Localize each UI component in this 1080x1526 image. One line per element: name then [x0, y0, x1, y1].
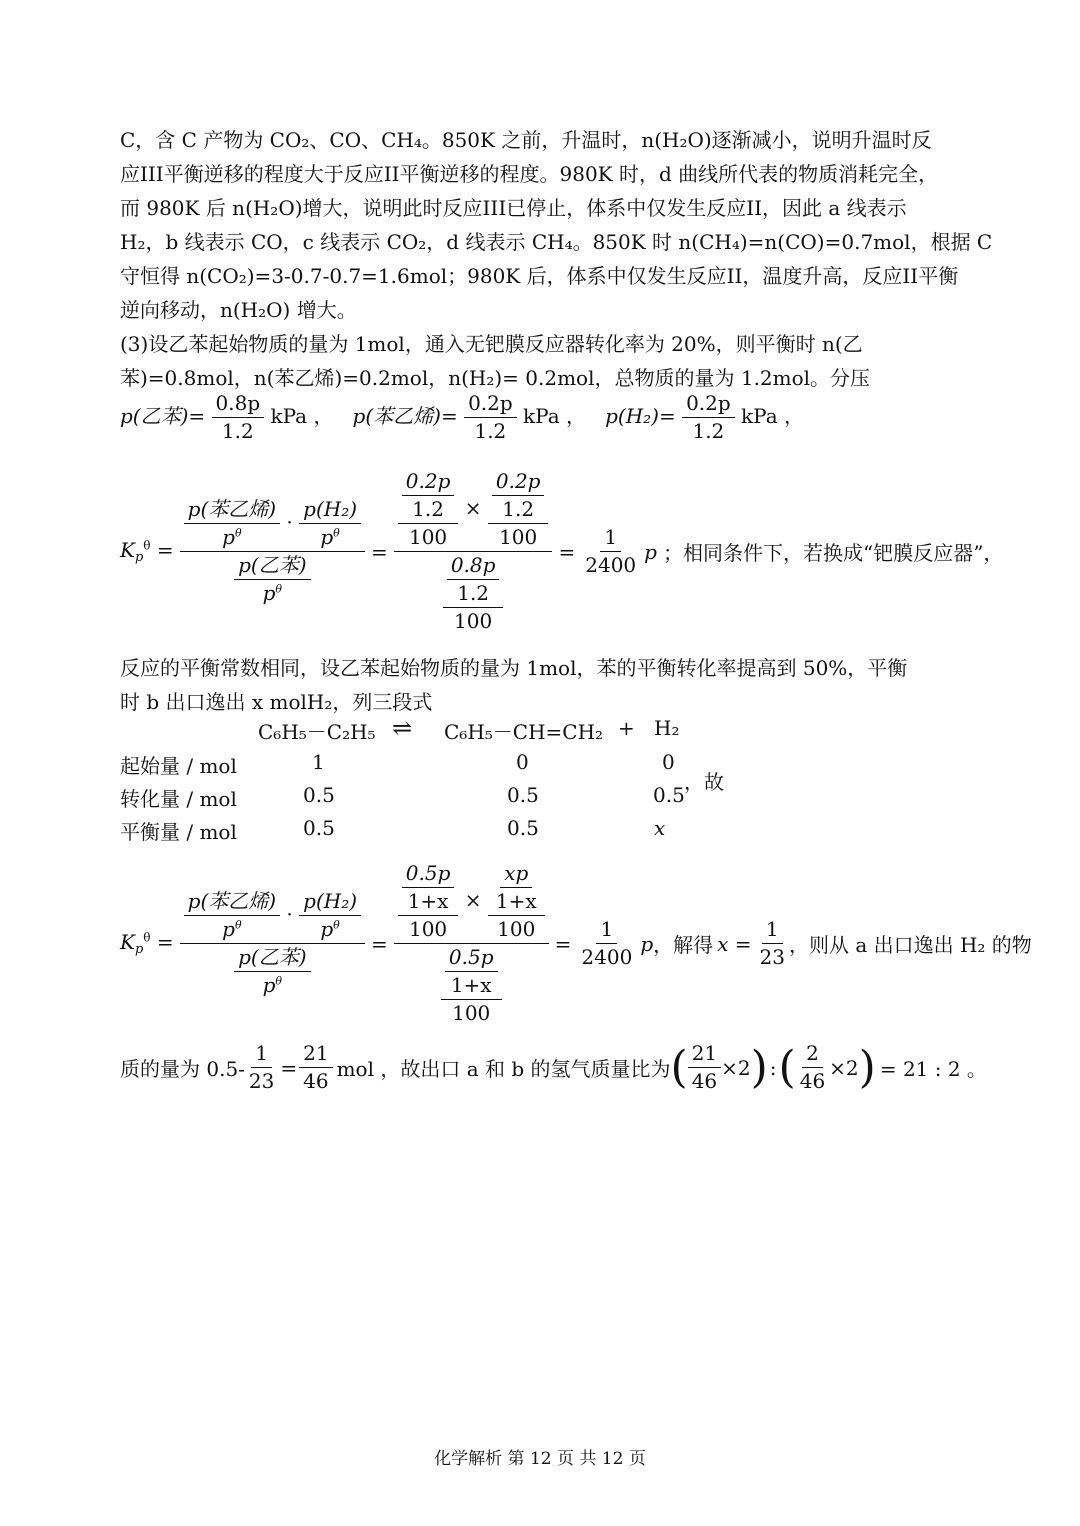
fraction: $\frac{\frac{0.5p}{1+x}}{100}$ × $\frac{\frac{xp}{1+x}}{100}$ $\frac{\frac{0.5p}{1+x}}{100}$ [394, 862, 549, 1025]
p-hydrogen-label: p(H₂)= [605, 404, 676, 428]
kp-equation-1: $K_p^\theta$ = $\frac{\text{p(苯乙烯)}}{p^\theta}$ · $\frac{\text{p(H₂)}}{p^\theta}$ $\frac{\text{p(乙苯)}}{p^\theta}$ = $\frac{\frac{0.2p}{1.2}}{100}$ × $\frac{\frac{0.2p}{1.2}}{100}$ $\frac{\frac{0.8p}{1.2}}{100}$ = $\frac{1}{2400}$ p ；相同条件下，若换成“钯膜反应器”， [120, 469, 1004, 633]
text-line: H₂，b 线表示 CO，c 线表示 CO₂，d 线表示 CH₄。850K 时 n(CH₄)=n(CO)=0.7mol，根据 C [120, 230, 993, 254]
partial-pressure-equations: p(乙苯)= $\frac{0.8p}{1.2}$ kPa ， p(苯乙烯)= $\frac{0.2p}{1.2}$ kPa ， p(H₂)= $\frac{0.2p}{1.2}$ kPa ， [120, 391, 805, 443]
p-ethylbenzene-label: p(乙苯)= [120, 404, 206, 428]
table-row-label: 转化量 / mol [120, 787, 237, 811]
page-footer: 化学解析 第 12 页 共 12 页 [434, 1449, 646, 1469]
text-line: 反应的平衡常数相同，设乙苯起始物质的量为 1mol，苯的平衡转化率提高到 50%，平衡 [120, 656, 908, 680]
fraction: $\frac{0.2p}{1.2}$ [682, 392, 735, 443]
p-styrene-label: p(苯乙烯)= [352, 404, 458, 428]
kp-equation-2: $K_p^\theta$ = $\frac{\text{p(苯乙烯)}}{p^\theta}$ · $\frac{\text{p(H₂)}}{p^\theta}$ $\frac{\text{p(乙苯)}}{p^\theta}$ = $\frac{\frac{0.5p}{1+x}}{100}$ × $\frac{\frac{xp}{1+x}}{100}$ $\frac{\frac{0.5p}{1+x}}{100}$ = $\frac{1}{2400}$ p ，解得 x = $\frac{1}{23}$ ，则从 a 出口逸出 H₂ 的物 [120, 861, 1032, 1025]
text-line: 逆向移动，n(H₂O) 增大。 [120, 298, 357, 322]
fraction: $\frac{0.8p}{1.2}$ [212, 392, 265, 443]
fraction: $\frac{2}{46}$ [799, 1041, 826, 1093]
final-answer-line: 质的量为 0.5- $\frac{1}{23}$ = $\frac{21}{46}$ mol ，故出口 a 和 b 的氢气质量比为 ( $\frac{21}{46}$ ×2 ) : ( $\frac{2}{46}$ ×2 ) = 21 : 2 。 [120, 1041, 987, 1093]
fraction: $\frac{21}{46}$ [688, 1042, 721, 1093]
table-row-label: 起始量 / mol [120, 754, 237, 778]
fraction: $\frac{1}{2400}$ [581, 917, 633, 969]
fraction: $\frac{\text{p(苯乙烯)}}{p^\theta}$ · $\frac{\text{p(H₂)}}{p^\theta}$ $\frac{\text{p(乙苯)}}{p^\theta}$ [180, 498, 365, 605]
text-line: 时 b 出口逸出 x molH₂，列三段式 [120, 690, 433, 714]
text-line: 苯)=0.8mol，n(苯乙烯)=0.2mol，n(H₂)= 0.2mol，总物质的量为 1.2mol。分压 [120, 366, 871, 390]
fraction: $\frac{1}{2400}$ [585, 525, 637, 577]
fraction: $\frac{1}{23}$ [759, 917, 785, 969]
fraction: $\frac{\frac{0.2p}{1.2}}{100}$ × $\frac{\frac{0.2p}{1.2}}{100}$ $\frac{\frac{0.8p}{1.2}}{100}$ [394, 470, 553, 633]
table-row-label: 平衡量 / mol [120, 820, 237, 844]
text-line: (3)设乙苯起始物质的量为 1mol，通入无钯膜反应器转化率为 20%，则平衡时 n(乙 [120, 332, 863, 356]
fraction: $\frac{1}{23}$ [248, 1041, 275, 1093]
fraction: $\frac{0.2p}{1.2}$ [464, 392, 517, 443]
text-line: 应III平衡逆移的程度大于反应II平衡逆移的程度。980K 时，d 曲线所代表的物质消耗完全， [120, 162, 939, 186]
fraction: $\frac{\text{p(苯乙烯)}}{p^\theta}$ · $\frac{\text{p(H₂)}}{p^\theta}$ $\frac{\text{p(乙苯)}}{p^\theta}$ [180, 890, 365, 997]
text-line: C，含 C 产物为 CO₂、CO、CH₄。850K 之前，升温时，n(H₂O)逐渐减小，说明升温时反 [120, 128, 932, 152]
text-line: 守恒得 n(CO₂)=3-0.7-0.7=1.6mol；980K 后，体系中仅发生反应II，温度升高，反应II平衡 [120, 264, 959, 288]
fraction: $\frac{21}{46}$ [299, 1042, 332, 1093]
text-line: 而 980K 后 n(H₂O)增大，说明此时反应III已停止，体系中仅发生反应II，因此 a 线表示 [120, 196, 907, 220]
